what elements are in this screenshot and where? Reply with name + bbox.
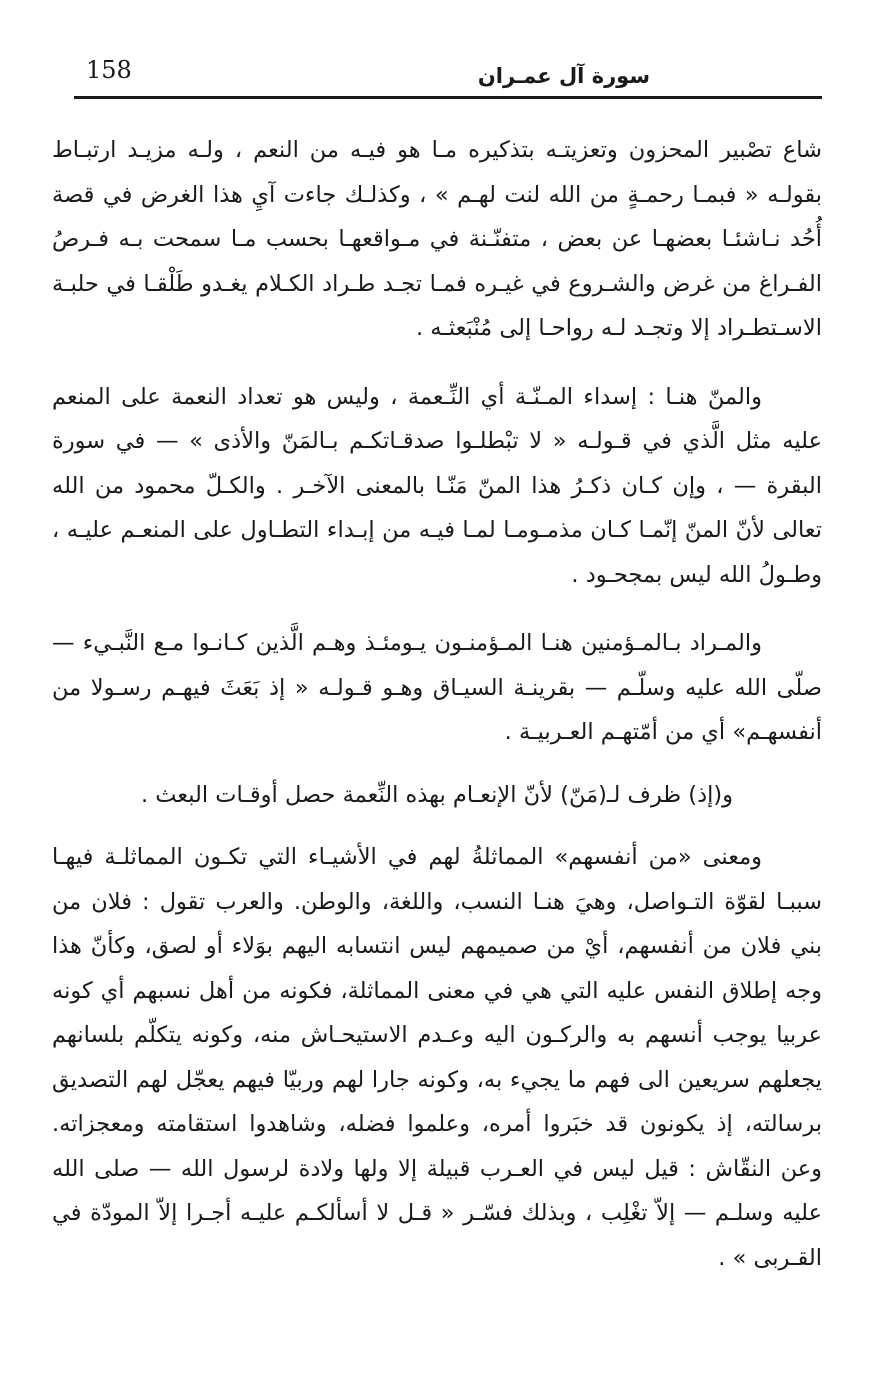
paragraph-4: و(إذ) ظرف لـ(مَنّ) لأنّ الإنعـام بهذه النِّعمة حصل أوقـات البعث . [141,781,733,808]
paragraph-5: ومعنى «من أنفسهم» المماثلةُ لهم في الأشيـاء التي تكـون المماثلـة فيهـا سببـا لقوّة التـواصل، وهيَ هنـا النسب، واللغة، والوطن. والعرب تقول : فلان من بني فلان من أنفسهم، أيْ من صميمهم ليس انتسابه اليهم بوَلاء أو لصق، وكأنّ هذا وجه إطلاق النفس عليه التي هي في معنى المماثلة، فكونه من أهل نسبهم أي كونه عربيا يوجب أنسهم به والركـون اليه وعـدم الاستيحـاش منه، وكونه يتكلّم بلسانهم يجعلهم سريعين الى فهم ما يجيء به، وكونه جارا لهم وربيّا فيهم يعجّل لهم التصديق برسالته، إذ يكونون قد خبَروا أمره، وعلموا فضله، وشاهدوا استقامته ومعجزاته. وعن النقّاش : قيل ليس في العـرب قبيلة إلا ولها ولادة لرسول الله — صلى الله عليه وسلـم — إلاّ تغْلِب ، وبذلك فسّـر « قـل لا أسألكـم عليـه أجـرا إلاّ المودّة في القـربى » . [52,844,822,1271]
page-number: 158 [86,56,132,84]
paragraph-gap [52,597,822,621]
paragraph-gap [52,351,822,375]
paragraph-1: شاع تصْبير المحزون وتعزيتـه بتذكيره مـا هو فيـه من النعم ، ولـه مزيـد ارتبـاط بقولـه « فبمـا رحمـةٍ من الله لنت لهـم » ، وكذلـك جاءت آيِ هذا الغرض في قصة أُحُد نـاشئـا بعضهـا عن بعض ، متفنّـنة في مـواقعهـا بحسب مـا سمحت بـه فـرصُ الفـراغ من غرض والشـروع في غيـره فمـا تجـد طـراد الكـلام يغـدو طَلْقـا في حلبـة الاسـتطـراد إلا وتجـد لـه رواحـا إلى مُنْبَعثـه . [52,137,822,341]
running-title: سورة آل عمـران [477,64,650,88]
paragraph-2: والمنّ هنـا : إسداء المـنّـة أي النِّـعمة ، وليس هو تعداد النعمة على المنعم عليه مثل الَّذي في قـولـه « لا تبْطلـوا صدقـاتكـم بـالمَنّ والأذى » — في سورة البقرة — ، وإن كـان ذكـرُ هذا المنّ مَنّـا بالمعنى الآخـر . والكـلّ محمود من الله تعالى لأنّ المنّ إنّمـا كـان مذمـومـا لمـا فيـه من إبـداء التطـاول على المنعـم عليـه ، وطـولُ الله ليس بمجحـود . [52,383,822,588]
header-rule [74,96,822,99]
paragraph-3: والمـراد بـالمـؤمنين هنـا المـؤمنـون يـومئـذ وهـم الَّذين كـانـوا مـع النَّبـيء — صلّى الله عليه وسلّـم — بقرينـة السيـاق وهـو قـولـه « إذ بَعَثَ فيهـم رسـولا من أنفسهـم» أي من أمّتهـم العـربيـة . [52,630,822,745]
paragraph-gap [52,755,822,773]
page-body [52,128,822,1280]
page-header [74,52,820,94]
paragraph-gap [52,817,822,835]
